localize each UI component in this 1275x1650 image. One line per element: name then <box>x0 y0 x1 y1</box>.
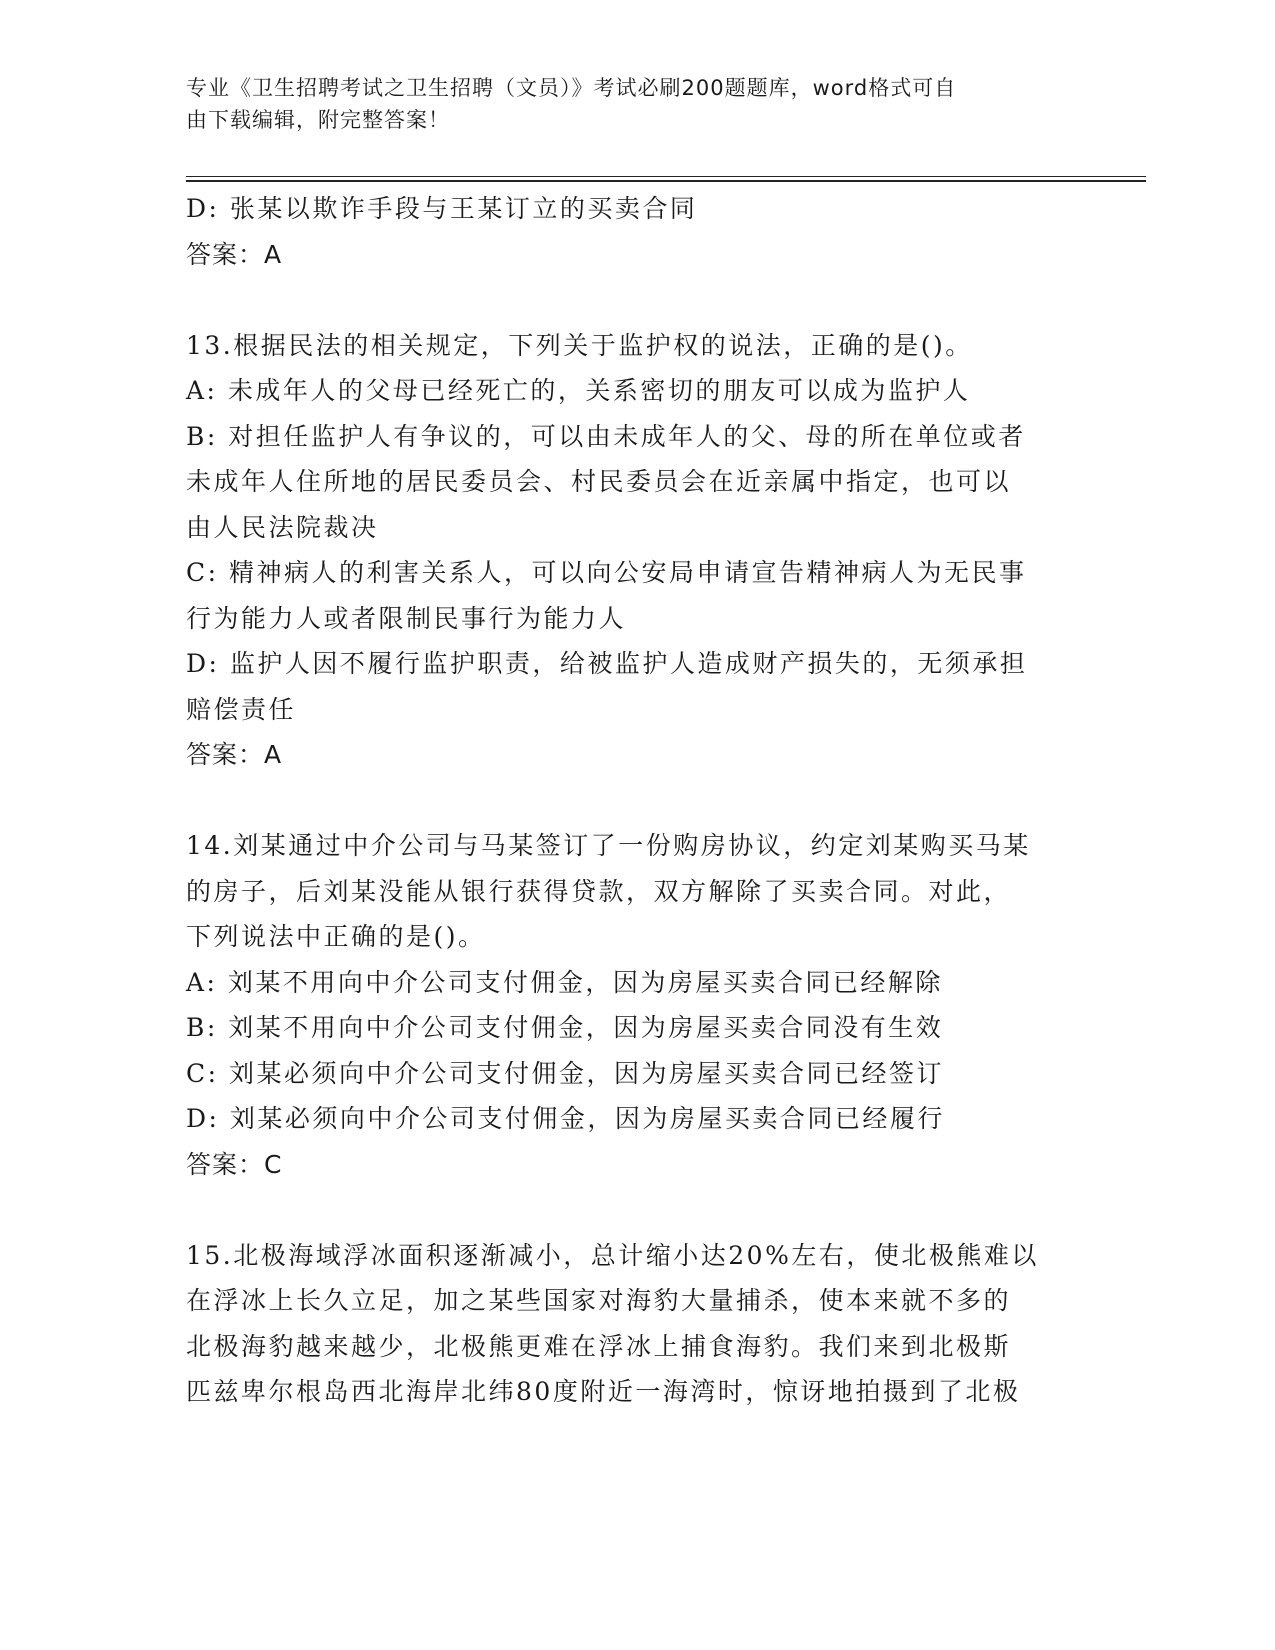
q13-option-b-line-2: 未成年人住所地的居民委员会、村民委员会在近亲属中指定，也可以 <box>186 467 1012 496</box>
q14-option-c: C: 刘某必须向中介公司支付佣金，因为房屋买卖合同已经签订 <box>186 1058 945 1088</box>
q13-option-c-line-2: 行为能力人或者限制民事行为能力人 <box>186 603 627 633</box>
question-13 <box>186 323 1086 778</box>
header-title-line-1: 专业《卫生招聘考试之卫生招聘（文员）》考试必刷200题题库，word格式可自 <box>186 76 957 100</box>
q13-answer: 答案：A <box>186 740 283 769</box>
spacer <box>186 277 1086 323</box>
q14-option-d: D: 刘某必须向中介公司支付佣金，因为房屋买卖合同已经履行 <box>186 1104 945 1133</box>
q14-stem-line-1: 14.刘某通过中介公司与马某签订了一份购房协议，约定刘某购买马某 <box>186 831 1031 860</box>
q15-stem-line-3: 北极海豹越来越少，北极熊更难在浮冰上捕食海豹。我们来到北极斯 <box>186 1331 1012 1361</box>
question-content <box>186 186 1086 1415</box>
q13-stem: 13.根据民法的相关规定，下列关于监护权的说法，正确的是()。 <box>186 330 973 360</box>
q15-stem-line-2: 在浮冰上长久立足，加之某些国家对海豹大量捕杀，使本来就不多的 <box>186 1286 1012 1315</box>
q12-answer: 答案：A <box>186 239 283 269</box>
header-divider-thick <box>186 180 1146 182</box>
q13-option-c-line-1: C: 精神病人的利害关系人，可以向公安局申请宣告精神病人为无民事 <box>186 558 1027 587</box>
q13-option-b-line-3: 由人民法院裁决 <box>186 512 379 542</box>
document-header <box>186 72 1066 136</box>
q14-option-a: A: 刘某不用向中介公司支付佣金，因为房屋买卖合同已经解除 <box>186 967 943 997</box>
q12-option-d: D: 张某以欺诈手段与王某订立的买卖合同 <box>186 194 698 223</box>
spacer <box>186 1187 1086 1233</box>
q14-stem-line-3: 下列说法中正确的是()。 <box>186 922 486 951</box>
header-divider-thin <box>186 176 1146 177</box>
q15-stem-line-4: 匹兹卑尔根岛西北海岸北纬80度附近一海湾时，惊讶地拍摄到了北极 <box>186 1377 1021 1406</box>
question-12-tail <box>186 186 1086 277</box>
header-title-line-2: 由下载编辑，附完整答案！ <box>186 108 450 132</box>
q13-option-b-line-1: B: 对担任监护人有争议的，可以由未成年人的父、母的所在单位或者 <box>186 421 1026 451</box>
question-15 <box>186 1233 1086 1415</box>
question-14 <box>186 823 1086 1187</box>
q13-option-d-line-1: D: 监护人因不履行监护职责，给被监护人造成财产损失的，无须承担 <box>186 649 1028 678</box>
q14-option-b: B: 刘某不用向中介公司支付佣金，因为房屋买卖合同没有生效 <box>186 1013 944 1042</box>
q15-stem-line-1: 15.北极海域浮冰面积逐渐减小，总计缩小达20%左右，使北极熊难以 <box>186 1240 1039 1270</box>
q14-stem-line-2: 的房子，后刘某没能从银行获得贷款，双方解除了买卖合同。对此， <box>186 876 1012 906</box>
q13-option-d-line-2: 赔偿责任 <box>186 694 297 724</box>
q14-answer: 答案：C <box>186 1149 283 1179</box>
q13-option-a: A: 未成年人的父母已经死亡的，关系密切的朋友可以成为监护人 <box>186 376 971 405</box>
spacer <box>186 778 1086 824</box>
